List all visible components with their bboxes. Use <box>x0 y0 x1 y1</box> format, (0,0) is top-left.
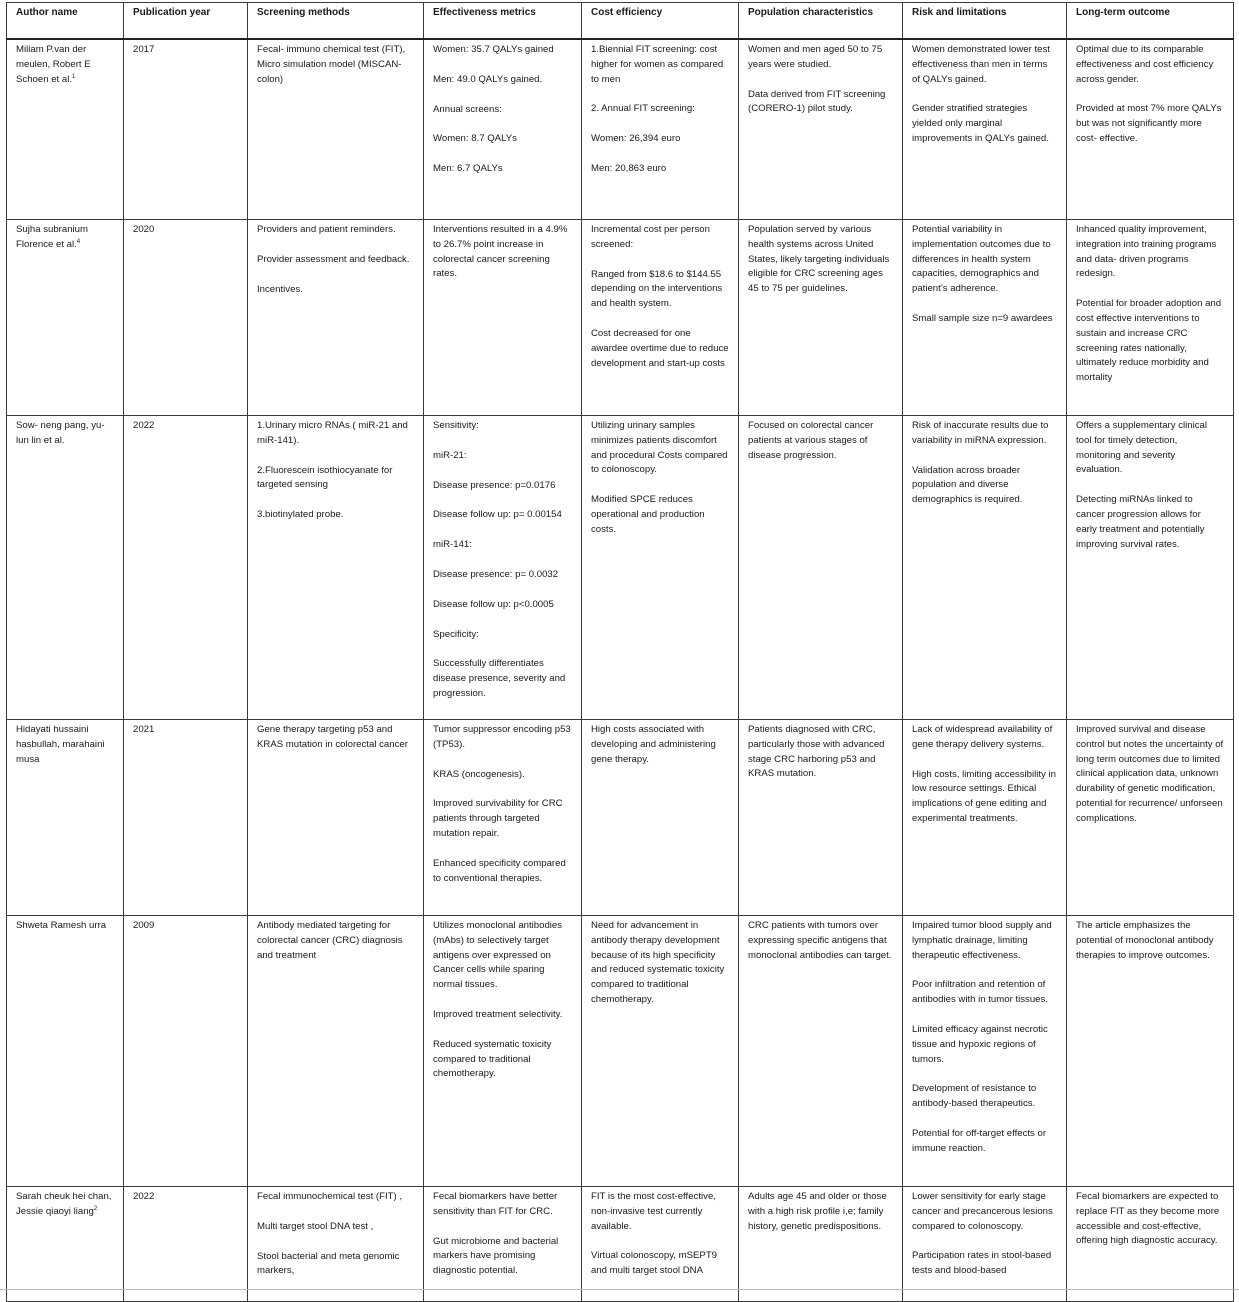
cell-author <box>7 39 124 220</box>
author-text: Hidayati hussaini hasbullah, marahaini musa <box>16 724 105 765</box>
cell-author <box>7 416 124 720</box>
cell-year: 2020 <box>124 220 248 416</box>
cell-line: Adults age 45 and older or those with a high risk profile i,e; family history, genetic predispositions. <box>748 1191 887 1232</box>
cell-line: Stool bacterial and meta genomic markers, <box>257 1250 400 1277</box>
cell-outcome <box>1067 720 1234 916</box>
cell-line: Risk of inaccurate results due to variability in miRNA expression. <box>912 420 1049 446</box>
cell-line: Focused on colorectal cancer patients at various stages of disease progression. <box>748 420 874 461</box>
cell-line: Gene therapy targeting p53 and KRAS mutation in colorectal cancer <box>257 724 408 750</box>
cell-line: Lack of widespread availability of gene therapy delivery systems. <box>912 724 1053 750</box>
author-text: Sujha subranium Florence et al. <box>16 224 88 250</box>
table-row <box>7 39 1234 220</box>
cell-year: 2021 <box>124 720 248 916</box>
cell-line: 1.Urinary micro RNAs ( miR-21 and miR-141). <box>257 420 408 446</box>
cell-risk <box>903 416 1067 720</box>
cell-effectiveness <box>424 39 582 220</box>
cell-line: Virtual colonoscopy, mSEPT9 and multi target stool DNA <box>591 1250 718 1277</box>
header-screening-methods: Screening methods <box>248 3 424 40</box>
cell-line: Small sample size n=9 awardees <box>912 312 1053 324</box>
studies-table-container <box>6 2 1233 1302</box>
cell-line: Fecal biomarkers have better sensitivity than FIT for CRC. <box>433 1191 558 1217</box>
cell-effectiveness <box>424 720 582 916</box>
cell-screening <box>248 1187 424 1302</box>
cell-outcome <box>1067 916 1234 1187</box>
cell-population <box>739 39 903 220</box>
cell-line: Women: 35.7 QALYs gained <box>433 44 554 55</box>
header-publication-year: Publication year <box>124 3 248 40</box>
cell-line: Providers and patient reminders. <box>257 224 396 235</box>
cell-line: Offers a supplementary clinical tool for timely detection, monitoring and severity evaluation. <box>1076 420 1207 476</box>
cell-line: Potential for off-target effects or immune reaction. <box>912 1127 1047 1154</box>
author-text: Miliam P.van der meulen, Robert E Schoen et al. <box>16 44 91 85</box>
cell-cost <box>582 916 739 1187</box>
cell-line: Women demonstrated lower test effectiveness than men in terms of QALYs gained. <box>912 44 1050 85</box>
cell-line: 2.Fluorescein isothiocyanate for targeted sensing <box>257 464 393 491</box>
cell-line: Potential for broader adoption and cost effective interventions to sustain and increase CRC screening rates nationally, ultimately reduce morbidity and mortality <box>1076 298 1222 384</box>
cell-year: 2009 <box>124 916 248 1187</box>
cell-line: High costs, limiting accessibility in low resource settings. Ethical implications of gene editing and experimental treatments. <box>912 768 1056 824</box>
cell-line: Disease follow up: p= 0.00154 <box>433 509 562 521</box>
cell-line: Improved survivability for CRC patients through targeted mutation repair. <box>433 798 563 839</box>
cell-line: Multi target stool DNA test , <box>257 1220 374 1232</box>
cell-screening <box>248 220 424 416</box>
header-author-name: Author name <box>7 3 124 40</box>
cell-line: The article emphasizes the potential of monoclonal antibody therapies to improve outcomes. <box>1076 920 1214 961</box>
cell-author <box>7 720 124 916</box>
cell-line: Men: 49.0 QALYs gained. <box>433 73 543 85</box>
cell-line: 1.Biennial FIT screening: cost higher for women as compared to men <box>591 44 724 85</box>
cell-line: Fecal biomarkers are expected to replace FIT as they become more accessible and cost-effective, offering high diagnostic accuracy. <box>1076 1191 1220 1247</box>
cell-line: FIT is the most cost-effective, non-invasive test currently available. <box>591 1191 716 1232</box>
cell-author <box>7 220 124 416</box>
cell-line: Women and men aged 50 to 75 years were studied. <box>748 44 883 70</box>
cell-population <box>739 916 903 1187</box>
cell-cost <box>582 39 739 220</box>
cell-line: Enhanced specificity compared to conventional therapies. <box>433 857 566 884</box>
cell-line: Inhanced quality improvement, integration into training programs and data- driven programs redesign. <box>1076 224 1217 280</box>
cell-effectiveness <box>424 1187 582 1302</box>
cell-year: 2022 <box>124 1187 248 1302</box>
cell-line: miR-141: <box>433 539 472 551</box>
cell-author <box>7 916 124 1187</box>
cell-line: Ranged from $18.6 to $144.55 depending on the interventions and health system. <box>591 268 723 310</box>
cell-screening <box>248 39 424 220</box>
header-long-term-outcome: Long-term outcome <box>1067 3 1234 40</box>
cell-line: Data derived from FIT screening (CORERO-1) pilot study. <box>748 88 886 115</box>
page-bottom-divider <box>0 1289 1239 1290</box>
cell-population <box>739 720 903 916</box>
cell-line: Validation across broader population and diverse demographics is required. <box>912 464 1023 506</box>
cell-line: High costs associated with developing and administering gene therapy. <box>591 724 716 765</box>
cell-line: Gut microbiome and bacterial markers have promising diagnostic potential. <box>433 1235 559 1277</box>
cell-effectiveness <box>424 220 582 416</box>
cell-line: Detecting miRNAs linked to cancer progression allows for early treatment and potentially improving survival rates. <box>1076 494 1205 550</box>
author-superscript: 2 <box>93 1205 98 1212</box>
cell-line: Sensitivity: <box>433 420 479 431</box>
cell-line: Participation rates in stool-based tests and blood-based <box>912 1250 1052 1277</box>
cell-outcome <box>1067 39 1234 220</box>
cell-risk <box>903 916 1067 1187</box>
table-row <box>7 720 1234 916</box>
cell-line: Limited efficacy against necrotic tissue and hypoxic regions of tumors. <box>912 1023 1048 1065</box>
studies-table <box>6 2 1234 1302</box>
cell-line: Impaired tumor blood supply and lymphatic drainage, limiting therapeutic effectiveness. <box>912 920 1052 961</box>
cell-author <box>7 1187 124 1302</box>
cell-line: Antibody mediated targeting for colorectal cancer (CRC) diagnosis and treatment <box>257 920 403 961</box>
cell-line: Potential variability in implementation outcomes due to differences in health system capacities, demographics and patient’s adherence. <box>912 224 1051 295</box>
cell-population <box>739 416 903 720</box>
cell-cost <box>582 720 739 916</box>
cell-effectiveness <box>424 916 582 1187</box>
cell-risk <box>903 220 1067 416</box>
cell-risk <box>903 720 1067 916</box>
header-effectiveness-metrics: Effectiveness metrics <box>424 3 582 40</box>
cell-line: Fecal immunochemical test (FIT) , <box>257 1191 403 1202</box>
cell-line: Poor infiltration and retention of antibodies with in tumor tissues. <box>912 979 1048 1006</box>
cell-effectiveness <box>424 416 582 720</box>
cell-line: CRC patients with tumors over expressing specific antigens that monoclonal antibodies can target. <box>748 920 892 961</box>
cell-line: Specificity: <box>433 628 479 640</box>
author-text: Sow- neng pang, yu-lun lin et al. <box>16 420 105 446</box>
cell-line: miR-21: <box>433 449 467 461</box>
author-text: Sarah cheuk hei chan, Jessie qiaoyi liang <box>16 1191 112 1217</box>
header-risk-and-limitations: Risk and limitations <box>903 3 1067 40</box>
cell-line: Lower sensitivity for early stage cancer and precancerous lesions compared to colonoscopy. <box>912 1191 1053 1232</box>
cell-line: Optimal due to its comparable effectiveness and cost efficiency across gender. <box>1076 44 1214 85</box>
cell-line: Disease presence: p=0.0176 <box>433 479 556 491</box>
cell-line: Provided at most 7% more QALYs but was not significantly more cost- effective. <box>1076 103 1222 144</box>
cell-line: Tumor suppressor encoding p53 (TP53). <box>433 724 571 750</box>
header-cost-efficiency: Cost efficiency <box>582 3 739 40</box>
cell-outcome <box>1067 220 1234 416</box>
cell-line: Development of resistance to antibody-based therapeutics. <box>912 1083 1037 1110</box>
cell-line: Disease follow up: p<0.0005 <box>433 598 554 610</box>
cell-line: KRAS (oncogenesis). <box>433 768 525 780</box>
cell-outcome <box>1067 1187 1234 1302</box>
cell-line: Disease presence: p= 0.0032 <box>433 568 559 580</box>
author-superscript: 1 <box>72 73 76 80</box>
cell-line: Successfully differentiates disease presence, severity and progression. <box>433 658 566 699</box>
cell-line: Men: 6.7 QALYs <box>433 163 503 175</box>
cell-population <box>739 220 903 416</box>
cell-line: Patients diagnosed with CRC, particularly those with advanced stage CRC harboring p53 and KRAS mutation. <box>748 724 885 780</box>
table-row <box>7 916 1234 1187</box>
cell-line: Gender stratified strategies yielded only marginal improvements in QALYs gained. <box>912 103 1049 144</box>
cell-year: 2022 <box>124 416 248 720</box>
cell-cost <box>582 1187 739 1302</box>
table-row <box>7 220 1234 416</box>
cell-line: Fecal- immuno chemical test (FIT), Micro simulation model (MISCAN-colon) <box>257 44 406 85</box>
cell-line: Provider assessment and feedback. <box>257 253 410 265</box>
cell-screening <box>248 416 424 720</box>
cell-line: Modified SPCE reduces operational and production costs. <box>591 494 705 535</box>
cell-year: 2017 <box>124 39 248 220</box>
header-population-characteristics: Population characteristics <box>739 3 903 40</box>
cell-line: Women: 26,394 euro <box>591 133 681 145</box>
cell-line: Need for advancement in antibody therapy development because of its high specificity and reduced systematic toxicity compared to traditional chemotherapy. <box>591 920 725 1005</box>
cell-line: 3.biotinylated probe. <box>257 509 344 521</box>
cell-screening <box>248 916 424 1187</box>
author-superscript: 4 <box>76 238 81 245</box>
cell-line: Annual screens: <box>433 103 502 115</box>
cell-line: Men: 20,863 euro <box>591 162 667 174</box>
cell-line: Improved survival and disease control but notes the uncertainty of long term outcomes due to limited clinical application data, unknown durability of genetic modification, potential for recurrence/ unforseen complications. <box>1076 724 1224 824</box>
cell-line: Utilizing urinary samples minimizes patients discomfort and procedural Costs compared to colonoscopy. <box>591 420 728 476</box>
header-row <box>7 3 1234 40</box>
cell-line: Population served by various health systems across United States, likely targeting individuals eligible for CRC screening ages 45 to 75 per guidelines. <box>748 224 890 295</box>
cell-population <box>739 1187 903 1302</box>
cell-risk <box>903 39 1067 220</box>
cell-line: 2. Annual FIT screening: <box>591 103 695 115</box>
table-row <box>7 1187 1234 1302</box>
cell-line: Women: 8.7 QALYs <box>433 133 517 145</box>
cell-line: Incremental cost per person screened: <box>591 224 710 250</box>
cell-line: Improved treatment selectivity. <box>433 1008 563 1020</box>
cell-cost <box>582 220 739 416</box>
table-row <box>7 416 1234 720</box>
cell-line: Cost decreased for one awardee overtime due to reduce development and start-up costs <box>591 327 729 369</box>
cell-cost <box>582 416 739 720</box>
cell-screening <box>248 720 424 916</box>
author-text: Shweta Ramesh urra <box>16 920 107 931</box>
cell-line: Utilizes monoclonal antibodies (mAbs) to selectively target antigens over expressed on Cancer cells while sparing normal tissues. <box>433 920 563 991</box>
cell-line: Interventions resulted in a 4.9% to 26.7% point increase in colorectal cancer screening rates. <box>433 224 568 280</box>
cell-risk <box>903 1187 1067 1302</box>
cell-outcome <box>1067 416 1234 720</box>
cell-line: Reduced systematic toxicity compared to traditional chemotherapy. <box>433 1038 552 1080</box>
cell-line: Incentives. <box>257 283 303 295</box>
